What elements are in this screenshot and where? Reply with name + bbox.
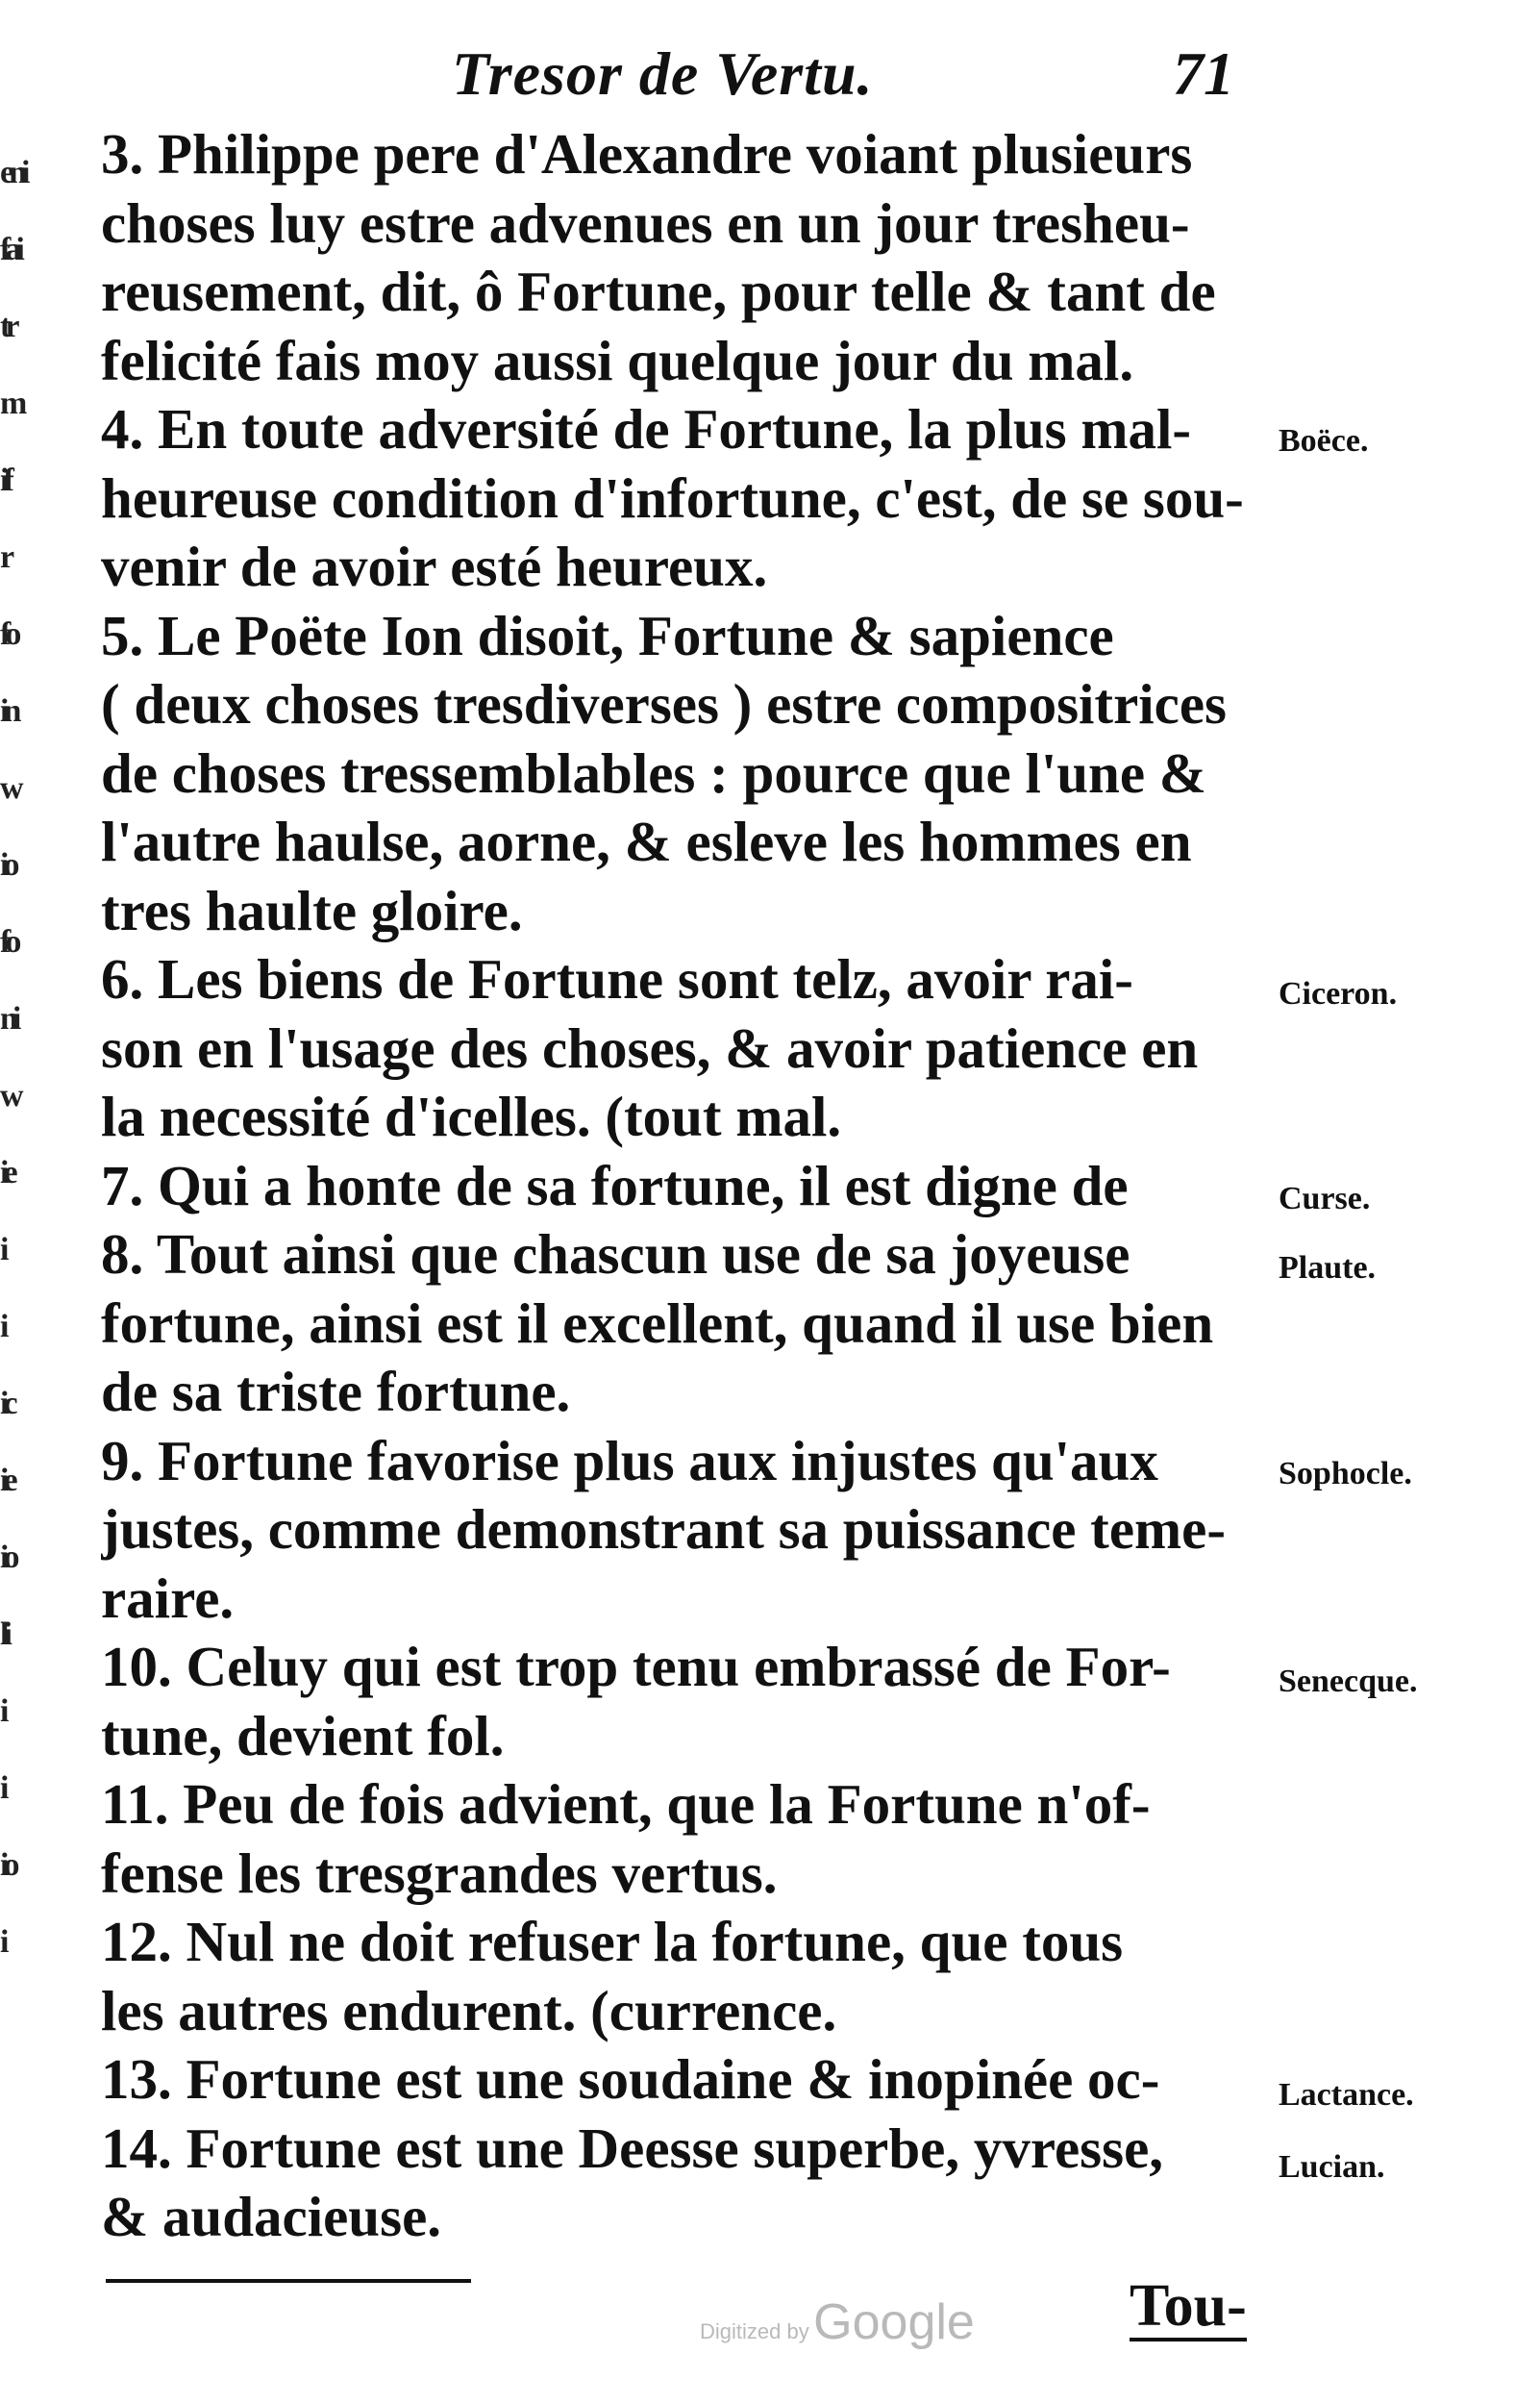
- bleed-fragment: io: [0, 1847, 14, 1883]
- text-line: heureuse condition d'infortune, c'est, de se sou-: [101, 465, 1244, 530]
- text-line: 13. Fortune est une soudaine & inopinée oc-: [101, 2047, 1160, 2111]
- text-line: choses luy estre advenues en un jour tresheu-: [101, 190, 1190, 255]
- bleed-fragment: ie: [0, 1463, 12, 1498]
- text-line: fense les tresgrandes vertus.: [101, 1841, 778, 1905]
- bleed-fragment: m: [0, 386, 22, 421]
- margin-note: Sophocle.: [1279, 1456, 1412, 1491]
- page-number: 71: [1173, 39, 1234, 108]
- margin-note: Senecque.: [1279, 1664, 1418, 1699]
- bleed-fragment: li: [0, 1616, 7, 1652]
- text-line: tres haulte gloire.: [101, 878, 523, 942]
- text-line: 7. Qui a honte de sa fortune, il est digne de: [101, 1153, 1129, 1217]
- digitized-prefix: Digitized by: [700, 2319, 809, 2343]
- text-line: 12. Nul ne doit refuser la fortune, que tous: [101, 1910, 1124, 1973]
- digitized-by-mark: [700, 2293, 975, 2351]
- bleed-fragment: fo: [0, 924, 16, 960]
- text-line: de sa triste fortune.: [101, 1360, 571, 1423]
- bleed-fragment: i: [0, 1770, 4, 1806]
- margin-note: Lactance.: [1279, 2077, 1414, 2113]
- bleed-fragment: in: [0, 693, 16, 729]
- margin-note: Plaute.: [1279, 1250, 1377, 1286]
- text-line: 6. Les biens de Fortune sont telz, avoir rai-: [101, 947, 1133, 1011]
- text-line: reusement, dit, ô Fortune, pour telle & tant de: [101, 260, 1216, 323]
- bleed-fragment: ie: [0, 1155, 12, 1190]
- text-line: de choses tressemblables : pource que l'une &: [101, 740, 1206, 805]
- running-title: Tresor de Vertu.: [452, 39, 874, 108]
- underline-rule: [106, 2279, 471, 2283]
- text-line: 10. Celuy qui est trop tenu embrassé de For-: [101, 1635, 1171, 1698]
- margin-notes: [1279, 0, 1540, 2404]
- text-line: 5. Le Poëte Ion disoit, Fortune & sapience: [101, 603, 1114, 667]
- bleed-fragment: ic: [0, 1386, 12, 1421]
- bleed-fragment: w: [0, 770, 18, 806]
- margin-note: Boëce.: [1279, 423, 1369, 459]
- text-line: 4. En toute adversité de Fortune, la plus mal-: [101, 397, 1192, 461]
- text-line: 11. Peu de fois advient, que la Fortune n'of-: [101, 1772, 1151, 1836]
- text-line: les autres endurent. (currence.: [101, 1978, 837, 2042]
- margin-note: Ciceron.: [1279, 976, 1398, 1012]
- bleed-fragment: w: [0, 1078, 18, 1114]
- text-line: raire.: [101, 1565, 235, 1630]
- text-line: l'autre haulse, aorne, & esleve les hommes en: [101, 810, 1192, 873]
- bleed-fragment: ni: [0, 1001, 16, 1037]
- text-line: justes, comme demonstrant sa puissance teme-: [101, 1497, 1227, 1561]
- text-line: felicité fais moy aussi quelque jour du mal.: [101, 328, 1134, 392]
- catchword: Tou-: [1130, 2274, 1247, 2341]
- bleed-fragment: fo: [0, 616, 16, 652]
- text-line: venir de avoir esté heureux.: [101, 535, 768, 598]
- bleed-fragment: i: [0, 1309, 4, 1344]
- bleed-fragment: r: [0, 539, 10, 575]
- text-line: 9. Fortune favorise plus aux injustes qu'aux: [101, 1428, 1158, 1492]
- bleed-fragment: i: [0, 1693, 4, 1729]
- bleed-fragment: io: [0, 1540, 14, 1575]
- text-line: & audacieuse.: [101, 2185, 441, 2248]
- text-line: ( deux choses tresdiverses ) estre compositrices: [101, 672, 1227, 736]
- text-line: 3. Philippe pere d'Alexandre voiant plusieurs: [101, 122, 1193, 186]
- bleed-fragment: tr: [0, 309, 14, 344]
- facing-page-bleed: [0, 135, 58, 2010]
- bleed-fragment: fai: [0, 232, 19, 267]
- body-text: [101, 120, 1269, 2252]
- text-line: 8. Tout ainsi que chascun use de sa joyeuse: [101, 1222, 1130, 1286]
- google-wordmark: Google: [813, 2294, 975, 2350]
- text-line: la necessité d'icelles. (tout mal.: [101, 1085, 842, 1148]
- bleed-fragment: i: [0, 1924, 4, 1960]
- text-line: tune, devient fol.: [101, 1703, 505, 1767]
- bleed-fragment: i: [0, 1232, 4, 1267]
- text-line: son en l'usage des choses, & avoir patience en: [101, 1015, 1199, 1080]
- bleed-fragment: io: [0, 847, 14, 883]
- margin-note: Curse.: [1279, 1181, 1371, 1216]
- bleed-fragment: if: [0, 463, 9, 498]
- bleed-fragment: eni: [0, 155, 25, 190]
- text-line: fortune, ainsi est il excellent, quand il use bien: [101, 1290, 1214, 1355]
- margin-note: Lucian.: [1279, 2149, 1385, 2185]
- text-line: 14. Fortune est une Deesse superbe, yvresse,: [101, 2116, 1164, 2180]
